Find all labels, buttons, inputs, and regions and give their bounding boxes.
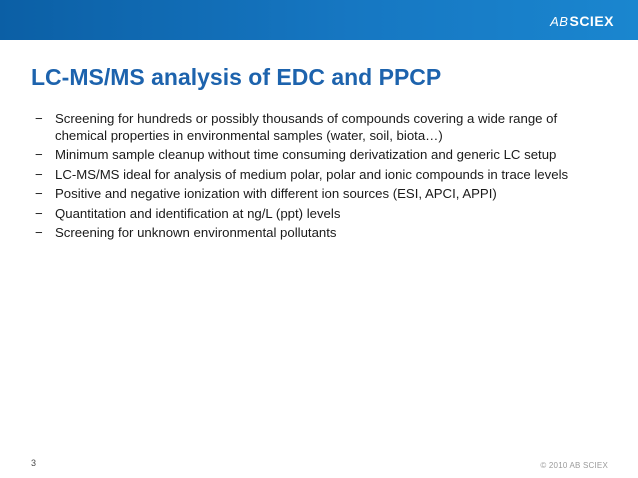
ab-sciex-logo: [550, 11, 614, 31]
logo-sciex-text: SCIEX: [569, 13, 614, 29]
bullet-item: [35, 206, 595, 223]
slide-title: LC-MS/MS analysis of EDC and PPCP: [31, 64, 442, 90]
logo-ab-text: AB: [550, 13, 569, 29]
dash-bullet-icon: −: [35, 186, 43, 201]
bullet-item: [35, 111, 595, 144]
bullet-text: Positive and negative ionization with different ion sources (ESI, APCI, APPI): [55, 186, 497, 201]
bullet-list: [35, 111, 595, 245]
bullet-item: [35, 225, 595, 242]
bullet-text: LC-MS/MS ideal for analysis of medium polar, polar and ionic compounds in trace levels: [55, 166, 569, 182]
dash-bullet-icon: −: [35, 205, 43, 221]
dash-bullet-icon: −: [35, 111, 43, 126]
bullet-text: Screening for hundreds or possibly thousands of compounds covering a wide range of chemical properties in environmental samples (water, soil, biota…): [55, 111, 558, 143]
bullet-text: Minimum sample cleanup without time consuming derivatization and generic LC setup: [55, 147, 557, 162]
bullet-item: [35, 186, 595, 203]
dash-bullet-icon: −: [35, 225, 43, 240]
copyright-notice: © 2010 AB SCIEX: [540, 461, 608, 470]
dash-bullet-icon: −: [35, 147, 43, 162]
dash-bullet-icon: −: [35, 166, 43, 182]
bullet-item: [35, 147, 595, 164]
bullet-text: Screening for unknown environmental pollutants: [55, 225, 337, 240]
bullet-text: Quantitation and identification at ng/L (ppt) levels: [55, 205, 341, 221]
bullet-item: [35, 167, 595, 184]
header-band: [0, 0, 638, 40]
page-number: 3: [31, 458, 37, 468]
